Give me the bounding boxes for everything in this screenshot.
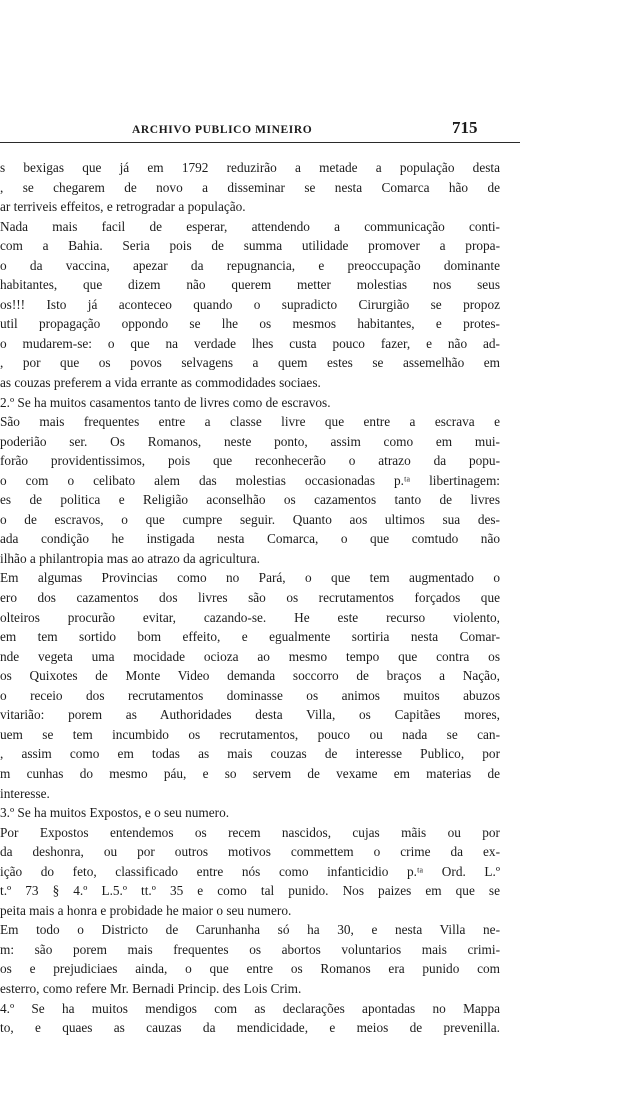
- text-line: m: são porem mais frequentes os abortos voluntarios mais crimi-: [0, 941, 500, 957]
- text-line: em tem sortido bom effeito, e egualmente sortiria nesta Comar-: [0, 629, 500, 645]
- text-line: da deshonra, ou por outros motivos commettem o crime da ex-: [0, 844, 500, 860]
- text-line: peita mais a honra e probidade he maior o seu numero.: [0, 902, 292, 918]
- text-line: com a Bahia. Seria pois de summa utilidade promover a propa-: [0, 238, 500, 254]
- text-line: os e prejudiciaes ainda, o que entre os Romanos era punido com: [0, 961, 500, 977]
- text-line: nde vegeta uma mocidade ocioza ao mesmo tempo que contra os: [0, 648, 500, 664]
- text-line: esterro, como refere Mr. Bernadi Princip. des Lois Crim.: [0, 980, 302, 996]
- text-line: o receio dos recrutamentos dominasse os animos muitos abuzos: [0, 687, 500, 703]
- text-line: vitarião: porem as Authoridades desta Villa, os Capitães mores,: [0, 707, 500, 723]
- text-line: poderião ser. Os Romanos, neste ponto, assim como em mui-: [0, 433, 500, 449]
- text-line: ero dos cazamentos dos livres são os recrutamentos forçados que: [0, 590, 500, 606]
- text-line: ição do feto, classificado entre nós como infanticidio p.ᵗᵃ Ord. L.º: [0, 863, 500, 879]
- text-line: Em algumas Provincias como no Pará, o que tem augmentado o: [0, 570, 500, 586]
- text-line: Por Expostos entendemos os recem nascidos, cujas mãis ou por: [0, 824, 500, 840]
- text-line: s bexigas que já em 1792 reduzirão a metade a população desta: [0, 160, 500, 175]
- text-line: forão providentissimos, pois que reconhecerão o atrazo da popu-: [0, 453, 500, 469]
- text-line: o com o celibato alem das molestias occasionadas p.ᵗᵃ libertinagem:: [0, 472, 500, 488]
- text-line: to, e quaes as cauzas da mendicidade, e meios de prevenilla.: [0, 1020, 500, 1036]
- text-line: São mais frequentes entre a classe livre que entre a escrava e: [0, 414, 500, 430]
- text-line: uem se tem incumbido os recrutamentos, pouco ou nada se can-: [0, 726, 500, 742]
- text-line: ada condição he instigada nesta Comarca, o que comtudo não: [0, 531, 500, 547]
- text-line: , por que os povos selvagens a quem estes se assemelhão em: [0, 355, 500, 371]
- text-line: 3.º Se ha muitos Expostos, e o seu numero.: [0, 805, 230, 821]
- body-text: [0, 158, 500, 1038]
- text-line: os!!! Isto já aconteceo quando o supradicto Cirurgião se propoz: [0, 296, 500, 312]
- text-line: t.º 73 § 4.º L.5.º tt.º 35 e como tal punido. Nos paizes em que se: [0, 883, 500, 899]
- text-line: habitantes, que dizem não querem metter molestias nos seus: [0, 277, 500, 293]
- text-line: , assim como em todas as mais couzas de interesse Publico, por: [0, 746, 500, 762]
- journal-title: ARCHIVO PUBLICO MINEIRO: [132, 124, 313, 136]
- text-line: Nada mais facil de esperar, attendendo a communicação conti-: [0, 218, 500, 234]
- text-line: olteiros procurão evitar, cazando-se. He este recurso violento,: [0, 609, 500, 625]
- text-line: os Quixotes de Monte Video demanda soccorro de braços a Nação,: [0, 668, 500, 684]
- text-line: ilhão a philantropia mas ao atrazo da agricultura.: [0, 550, 260, 566]
- text-line: Em todo o Districto de Carunhanha só ha 30, e nesta Villa ne-: [0, 922, 500, 938]
- page-number: 715: [452, 118, 478, 137]
- text-line: 4.º Se ha muitos mendigos com as declarações apontadas no Mappa: [0, 1000, 500, 1016]
- text-line: es de politica e Religião aconselhão os cazamentos tanto de livres: [0, 492, 500, 508]
- text-line: o da vaccina, apezar da repugnancia, e preoccupação dominante: [0, 257, 500, 273]
- text-line: as couzas preferem a vida errante as commodidades sociaes.: [0, 375, 321, 391]
- text-line: interesse.: [0, 785, 50, 801]
- text-line: ar terriveis effeitos, e retrogradar a população.: [0, 199, 246, 215]
- text-line: o mudarem-se: o que na verdade lhes custa pouco fazer, e não ad-: [0, 335, 500, 351]
- text-line: o de escravos, o que cumpre seguir. Quanto aos ultimos sua des-: [0, 511, 500, 527]
- text-line: util propagação oppondo se lhe os mesmos habitantes, e protes-: [0, 316, 500, 332]
- text-line: m cunhas do mesmo páu, e so servem de vexame em materias de: [0, 765, 500, 781]
- running-header: [0, 118, 520, 143]
- text-line: 2.º Se ha muitos casamentos tanto de livres como de escravos.: [0, 394, 331, 410]
- text-line: , se chegarem de novo a disseminar se nesta Comarca hão de: [0, 179, 500, 195]
